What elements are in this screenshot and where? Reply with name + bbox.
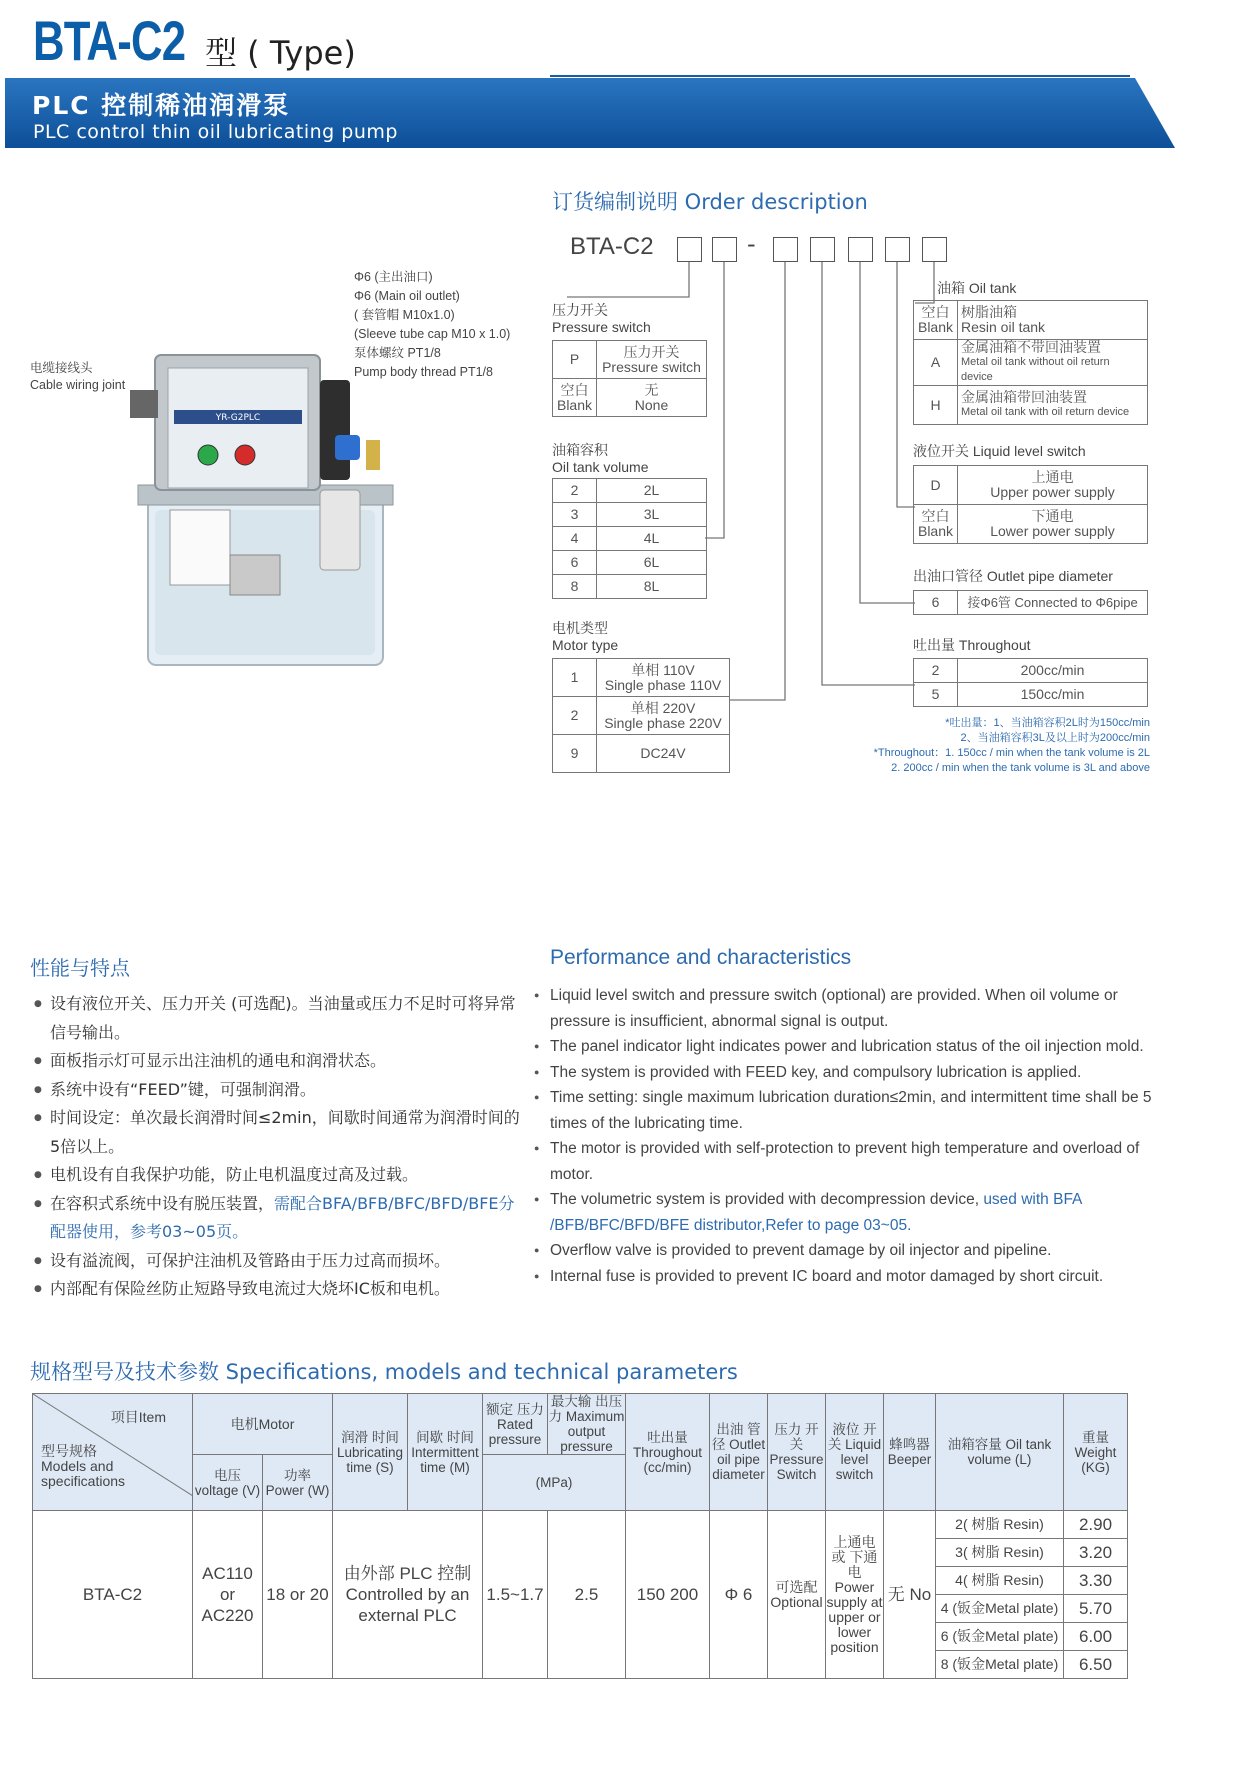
ps-key: P <box>553 341 597 379</box>
header-model-cell <box>33 1394 193 1511</box>
code-dash: - <box>747 230 756 258</box>
motor-type-label-en: Motor type <box>552 637 619 653</box>
ot-val <box>958 386 1148 425</box>
ps-key-en: Blank <box>556 396 593 413</box>
feature-text-highlight: 需配合BFA/BFB/BFC/BFD/BFE分配器使用，参考03~05页。 <box>50 1193 515 1241</box>
mt-val-cn: 单相 110V <box>631 661 695 678</box>
ot-key: H <box>914 386 958 425</box>
tank-volume-label-cn: 油箱容积 <box>552 442 608 458</box>
outlet-label-cn: Φ6 (主出油口) <box>354 270 433 284</box>
sleeve-label-cn: ( 套管帽 M10x1.0) <box>354 308 455 322</box>
op-val: 接Φ6管 Connected to Φ6pipe <box>958 591 1148 615</box>
feature-item: ● 电机设有自我保护功能，防止电机温度过高及过载。 <box>34 1161 524 1190</box>
row-voltage: AC110 or AC220 <box>193 1511 263 1679</box>
feature-item: ● Time setting: single maximum lubrication duration≤2min, and intermittent time shall be 5 times of the lubricating time. <box>534 1085 1154 1136</box>
op-key: 6 <box>914 591 958 615</box>
ls-val <box>958 466 1148 505</box>
header-int-time: 间歇 时间 Intermittent time (M) <box>408 1394 483 1511</box>
row-throughput: 150 200 <box>626 1511 710 1679</box>
ls-key-en: Blank <box>917 523 954 539</box>
motor-type-label <box>552 620 618 654</box>
mt-val <box>597 697 730 735</box>
tp-key: 2 <box>914 659 958 683</box>
ps-val-cn: 压力开关 <box>623 343 680 360</box>
feature-item <box>534 1187 1154 1238</box>
banner-title-cn: PLC 控制稀油润滑泵 <box>32 91 291 120</box>
mt-val-en: Single phase 110V <box>604 676 722 693</box>
ot-val-en: Metal oil tank with oil return device <box>961 406 1130 418</box>
header-pswitch: 压力 开关 Pressure Switch <box>768 1394 826 1511</box>
feature-item: ● Overflow valve is provided to prevent damage by oil injector and pipeline. <box>534 1238 1154 1264</box>
header-item: 项目Item <box>110 1409 166 1425</box>
row-volume: 4 (钣金Metal plate) <box>936 1595 1064 1623</box>
tv-val: 8L <box>597 575 707 599</box>
header-beeper: 蜂鸣器 Beeper <box>884 1394 936 1511</box>
header-motor: 电机Motor <box>193 1394 333 1455</box>
mt-val-en: Single phase 220V <box>604 714 722 731</box>
throughput-notes <box>840 716 1150 776</box>
ps-key <box>553 379 597 417</box>
row-pswitch: 可选配 Optional <box>768 1511 826 1679</box>
ot-val-cn: 金属油箱带回油装置 <box>961 389 1087 405</box>
row-volume: 2( 树脂 Resin) <box>936 1511 1064 1539</box>
tank-volume-label <box>552 442 648 476</box>
spec-table <box>32 1393 1128 1679</box>
feature-item: ● 时间设定：单次最长润滑时间≤2min，间歇时间通常为润滑时间的5倍以上。 <box>34 1104 524 1161</box>
ot-val <box>958 301 1148 340</box>
outlet-pipe-table <box>913 590 1148 615</box>
feature-item: ● The motor is provided with self-protection to prevent high temperature and overload of motor. <box>534 1136 1154 1187</box>
ot-key: A <box>914 340 958 386</box>
pressure-switch-table <box>552 340 707 417</box>
sleeve-label-en: (Sleeve tube cap M10 x 1.0) <box>354 327 511 341</box>
ls-val-cn: 上通电 <box>1031 469 1074 485</box>
tp-key: 5 <box>914 683 958 707</box>
mt-val: DC24V <box>597 735 730 773</box>
ps-val-cn: 无 <box>644 381 659 398</box>
feature-text-highlight: used with BFA /BFB/BFC/BFD/BFE distributor,Refer to page 03~05. <box>550 1191 1082 1234</box>
outlet-label-en: Φ6 (Main oil outlet) <box>354 289 460 303</box>
pressure-switch-label-cn: 压力开关 <box>552 302 608 318</box>
feature-list-en <box>534 983 1154 1289</box>
motor-type-table <box>552 658 730 773</box>
banner-title-en: PLC control thin oil lubricating pump <box>33 121 398 143</box>
ps-val <box>597 379 707 417</box>
ps-key-cn: 空白 <box>560 381 589 398</box>
row-weight: 3.30 <box>1064 1567 1128 1595</box>
header-model-en: Models and specifications <box>41 1458 126 1489</box>
tv-val: 2L <box>597 479 707 503</box>
performance-title-cn: 性能与特点 <box>30 956 130 980</box>
throughput-label: 吐出量 Throughout <box>913 637 1031 653</box>
row-lub-time: 由外部 PLC 控制 Controlled by an external PLC <box>333 1511 483 1679</box>
tv-key: 2 <box>553 479 597 503</box>
oil-tank-table <box>913 300 1148 425</box>
row-max: 2.5 <box>548 1511 626 1679</box>
ot-val <box>958 340 1148 386</box>
row-weight: 5.70 <box>1064 1595 1128 1623</box>
note-line: 2、当油箱容积3L及以上时为200cc/min <box>960 732 1150 744</box>
ot-val-cn: 树脂油箱 <box>961 304 1017 320</box>
row-volume: 6 (钣金Metal plate) <box>936 1623 1064 1651</box>
row-weight: 6.00 <box>1064 1623 1128 1651</box>
ls-val <box>958 505 1148 544</box>
feature-item <box>34 1190 524 1247</box>
thread-label-cn: 泵体螺纹 PT1/8 <box>354 346 441 360</box>
header-model <box>41 1444 151 1489</box>
row-volume: 8 (钣金Metal plate) <box>936 1651 1064 1679</box>
feature-text: 在容积式系统中设有脱压装置， <box>50 1193 275 1213</box>
ot-key <box>914 301 958 340</box>
note-line: 2. 200cc / min when the tank volume is 3L and above <box>891 762 1150 774</box>
pressure-switch-label-en: Pressure switch <box>552 319 651 335</box>
header-model-cn: 型号规格 <box>41 1443 97 1459</box>
ot-val-en: Metal oil tank without oil return device <box>961 356 1110 383</box>
spec-title: 规格型号及技术参数 Specifications, models and technical parameters <box>30 1360 738 1384</box>
feature-item: ● 内部配有保险丝防止短路导致电流过大烧坏IC板和电机。 <box>34 1275 524 1304</box>
performance-title-en: Performance and characteristics <box>550 946 852 969</box>
row-volume: 4( 树脂 Resin) <box>936 1567 1064 1595</box>
ot-key-cn: 空白 <box>921 304 950 320</box>
row-volume: 3( 树脂 Resin) <box>936 1539 1064 1567</box>
model-type-label: 型 ( Type) <box>205 34 356 72</box>
header-weight: 重量 Weight (KG) <box>1064 1394 1128 1511</box>
header-pipe: 出油 管径 Outlet oil pipe diameter <box>710 1394 768 1511</box>
header-mpa: (MPa) <box>483 1455 626 1511</box>
ls-val-cn: 下通电 <box>1031 508 1074 524</box>
ls-val-en: Lower power supply <box>990 523 1115 539</box>
feature-item: ● The panel indicator light indicates power and lubrication status of the oil injection mold. <box>534 1034 1154 1060</box>
tv-key: 3 <box>553 503 597 527</box>
feature-item: ● 设有液位开关、压力开关 (可选配)。当油量或压力不足时可将异常信号输出。 <box>34 990 524 1047</box>
header-power: 功率 Power (W) <box>263 1455 333 1511</box>
ot-key-en: Blank <box>917 319 954 335</box>
thread-label-en: Pump body thread PT1/8 <box>354 365 493 379</box>
ls-key-cn: 空白 <box>921 508 950 524</box>
pressure-switch-label <box>552 302 651 336</box>
row-weight: 6.50 <box>1064 1651 1128 1679</box>
tp-val: 150cc/min <box>958 683 1148 707</box>
ot-val-en: Resin oil tank <box>961 319 1046 335</box>
header-lswitch: 液位 开关 Liquid level switch <box>826 1394 884 1511</box>
ls-val-en: Upper power supply <box>990 484 1115 500</box>
outlet-pipe-label: 出油口管径 Outlet pipe diameter <box>913 568 1113 584</box>
ps-val <box>597 341 707 379</box>
row-model: BTA-C2 <box>33 1511 193 1679</box>
row-lswitch: 上通电 或 下通电 Power supply at upper or lower position <box>826 1511 884 1679</box>
throughput-table <box>913 658 1148 707</box>
mt-key: 2 <box>553 697 597 735</box>
tank-volume-label-en: Oil tank volume <box>552 459 649 475</box>
row-pipe: Φ 6 <box>710 1511 768 1679</box>
tv-key: 4 <box>553 527 597 551</box>
liquid-switch-label: 液位开关 Liquid level switch <box>913 443 1086 459</box>
feature-item: ● 面板指示灯可显示出注油机的通电和润滑状态。 <box>34 1047 524 1076</box>
liquid-switch-table <box>913 465 1148 544</box>
header-throughput: 吐出量 Throughout (cc/min) <box>626 1394 710 1511</box>
feature-item: ● The system is provided with FEED key, and compulsory lubrication is applied. <box>534 1060 1154 1086</box>
mt-val <box>597 659 730 697</box>
row-rated: 1.5~1.7 <box>483 1511 548 1679</box>
note-line: *Throughout：1. 150cc / min when the tank volume is 2L <box>873 747 1150 759</box>
tank-volume-table <box>552 478 707 599</box>
oil-tank-label: 油箱 Oil tank <box>937 280 1017 296</box>
header-lub-time: 润滑 时间 Lubricating time (S) <box>333 1394 408 1511</box>
cable-label-cn: 电缆接线头 <box>30 361 93 375</box>
mt-key: 1 <box>553 659 597 697</box>
order-title: 订货编制说明 Order description <box>552 190 868 214</box>
row-beeper: 无 No <box>884 1511 936 1679</box>
tp-val: 200cc/min <box>958 659 1148 683</box>
feature-item: ● 系统中设有“FEED”键，可强制润滑。 <box>34 1076 524 1105</box>
order-code: BTA-C2 <box>570 233 654 260</box>
row-power: 18 or 20 <box>263 1511 333 1679</box>
panel-model-text: YR-G2PLC <box>215 413 261 423</box>
mt-key: 9 <box>553 735 597 773</box>
ps-val-en: Pressure switch <box>602 358 701 375</box>
row-weight: 3.20 <box>1064 1539 1128 1567</box>
feature-item: ● 设有溢流阀，可保护注油机及管路由于压力过高而损坏。 <box>34 1247 524 1276</box>
tv-val: 3L <box>597 503 707 527</box>
row-weight: 2.90 <box>1064 1511 1128 1539</box>
feature-item: ● Liquid level switch and pressure switch (optional) are provided. When oil volume or pressure is insufficient, abnormal signal is output. <box>534 983 1154 1034</box>
tv-val: 6L <box>597 551 707 575</box>
ls-key: D <box>914 466 958 505</box>
motor-type-label-cn: 电机类型 <box>552 620 608 636</box>
cable-label-en: Cable wiring joint <box>30 378 126 392</box>
header-max: 最大输 出压力 Maximum output pressure <box>548 1394 625 1454</box>
header-volume: 油箱容量 Oil tank volume (L) <box>936 1394 1064 1511</box>
header-voltage: 电压 voltage (V) <box>193 1455 263 1511</box>
note-line: *吐出量：1、当油箱容积2L时为150cc/min <box>945 717 1150 729</box>
feature-list-cn <box>34 990 524 1304</box>
ot-val-cn: 金属油箱不带回油装置 <box>961 339 1101 355</box>
tv-val: 4L <box>597 527 707 551</box>
mt-val-cn: 单相 220V <box>630 699 696 716</box>
ps-val-en: None <box>634 396 669 413</box>
model-title: BTA-C2 <box>33 9 186 72</box>
tv-key: 6 <box>553 551 597 575</box>
feature-item: ● Internal fuse is provided to prevent IC board and motor damaged by short circuit. <box>534 1264 1154 1290</box>
feature-text: The volumetric system is provided with decompression device, <box>550 1191 984 1208</box>
tv-key: 8 <box>553 575 597 599</box>
ls-key <box>914 505 958 544</box>
header-rated: 额定 压力 Rated pressure <box>483 1394 548 1455</box>
